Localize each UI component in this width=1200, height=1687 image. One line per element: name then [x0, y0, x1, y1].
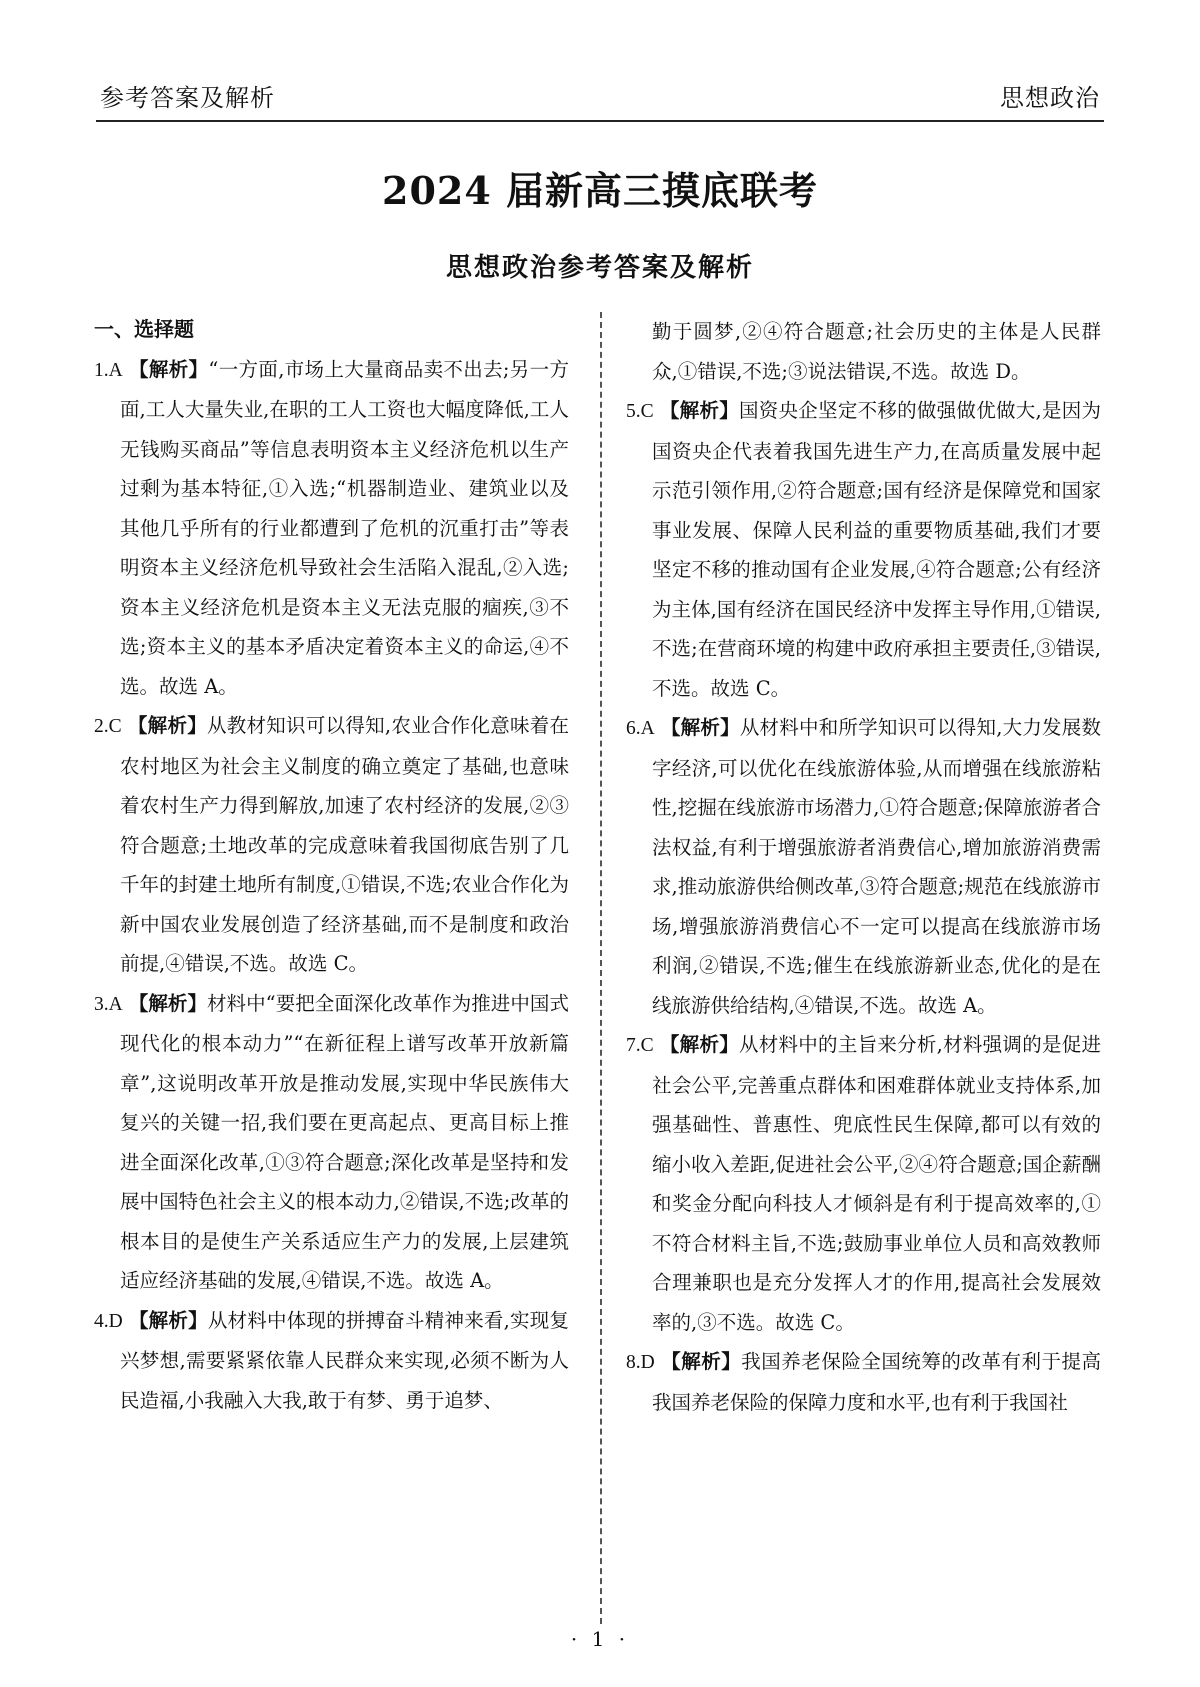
analysis-text: 从教材知识可以得知,农业合作化意味着在农村地区为社会主义制度的确立奠定了基础,也意味着农村生产力得到解放,加速了农村经济的发展,②③符合题意;土地改革的完成意味着我国彻底告别了几千年的封建土地所有制度,①错误,不选;农业合作化为新中国农业发展创造了经济基础,而不是制度和政治前提,④错误,不选。故选 C。: [120, 714, 569, 975]
header-doc-type: 参考答案及解析: [100, 84, 275, 112]
left-column: [94, 310, 569, 1420]
question-number: 5.: [626, 401, 641, 422]
question-item-7: [626, 1025, 1101, 1342]
answer-letter: A: [108, 993, 123, 1015]
question-item-1: [94, 350, 569, 707]
analysis-text: 从材料中和所学知识可以得知,大力发展数字经济,可以优化在线旅游体验,从而增强在线旅游粘性,挖掘在线旅游市场潜力,①符合题意;保障旅游者合法权益,有利于增强旅游者消费信心,增加旅游消费需求,推动旅游供给侧改革,③符合题意;规范在线旅游市场,增强旅游消费信心不一定可以提高在线旅游市场利润,②错误,不选;催生在线旅游新业态,优化的是在线旅游供给结构,④错误,不选。故选 A。: [652, 716, 1101, 1017]
question-item-2: [94, 706, 569, 984]
answer-letter: C: [108, 716, 122, 737]
answer-letter: C: [640, 401, 654, 422]
analysis-text: 材料中“要把全面深化改革作为推进中国式现代化的根本动力”“在新征程上谱写改革开放新篇章”,这说明改革开放是推动发展,实现中华民族伟大复兴的关键一招,我们要在更高起点、更高目标上推进全面深化改革,①③符合题意;深化改革是坚持和发展中国特色社会主义的根本动力,②错误,不选;改革的根本目的是使生产关系适应生产力的发展,上层建筑适应经济基础的发展,④错误,不选。故选 A。: [120, 991, 569, 1292]
page-subtitle: 思想政治参考答案及解析: [445, 253, 754, 283]
header-subject: 思想政治: [1000, 84, 1100, 112]
question-item-3: [94, 984, 569, 1301]
question-number: 6.: [626, 718, 641, 739]
analysis-text: 从材料中体现的拼搏奋斗精神来看,实现复兴梦想,需要紧紧依靠人民群众来实现,必须不断为人民造福,小我融入大我,敢于有梦、勇于追梦、: [120, 1308, 569, 1412]
analysis-text: 我国养老保险全国统筹的改革有利于提高我国养老保险的保障力度和水平,也有利于我国社: [652, 1350, 1101, 1414]
question-number: 3.: [94, 993, 109, 1015]
section-heading: 一、选择题: [94, 317, 194, 341]
column-divider: [600, 312, 602, 1624]
analysis-tag: 【解析】: [127, 714, 207, 737]
page-title: 2024 届新高三摸底联考: [382, 168, 818, 213]
right-column: [626, 312, 1101, 1422]
question-item-5: [626, 391, 1101, 708]
analysis-tag: 【解析】: [659, 399, 739, 422]
answer-letter: D: [108, 1310, 123, 1332]
analysis-tag: 【解析】: [128, 1308, 208, 1332]
question-item-8: [626, 1342, 1101, 1422]
analysis-tag: 【解析】: [660, 1350, 742, 1373]
answer-letter: A: [640, 718, 655, 739]
answer-letter: A: [108, 359, 123, 381]
analysis-tag: 【解析】: [660, 716, 740, 739]
question-number: 4.: [94, 1310, 109, 1332]
analysis-text: “一方面,市场上大量商品卖不出去;另一方面,工人大量失业,在职的工人工资也大幅度降低,工人无钱购买商品”等信息表明资本主义经济危机以生产过剩为基本特征,①入选;“机器制造业、建筑业以及其他几乎所有的行业都遭到了危机的沉重打击”等表明资本主义经济危机导致社会生活陷入混乱,②入选;资本主义经济危机是资本主义无法克服的痼疾,③不选;资本主义的基本矛盾决定着资本主义的命运,④不选。故选 A。: [120, 357, 569, 698]
question-item-4-continued: 勤于圆梦,②④符合题意;社会历史的主体是人民群众,①错误,不选;③说法错误,不选。故选 D。: [652, 320, 1101, 383]
question-item-4: [94, 1301, 569, 1421]
page-number: · 1 ·: [570, 1627, 630, 1651]
analysis-tag: 【解析】: [659, 1033, 739, 1056]
answer-letter: D: [640, 1352, 655, 1373]
question-number: 8.: [626, 1352, 641, 1373]
analysis-tag: 【解析】: [128, 991, 207, 1015]
question-number: 7.: [626, 1035, 641, 1056]
analysis-text: 从材料中的主旨来分析,材料强调的是促进社会公平,完善重点群体和困难群体就业支持体系,加强基础性、普惠性、兜底性民生保障,都可以有效的缩小收入差距,促进社会公平,②④符合题意;国企薪酬和奖金分配向科技人才倾斜是有利于提高效率的,①不符合材料主旨,不选;鼓励事业单位人员和高效教师合理兼职也是充分发挥人才的作用,提高社会发展效率的,③不选。故选 C。: [652, 1033, 1101, 1334]
question-number: 1.: [94, 359, 109, 381]
running-header: [96, 74, 1104, 122]
analysis-tag: 【解析】: [128, 357, 209, 381]
answer-letter: C: [640, 1035, 654, 1056]
analysis-text: 国资央企坚定不移的做强做优做大,是因为国资央企代表着我国先进生产力,在高质量发展中起示范引领作用,②符合题意;国有经济是保障党和国家事业发展、保障人民利益的重要物质基础,我们才要坚定不移的推动国有企业发展,④符合题意;公有经济为主体,国有经济在国民经济中发挥主导作用,①错误,不选;在营商环境的构建中政府承担主要责任,③错误,不选。故选 C。: [652, 399, 1101, 700]
question-number: 2.: [94, 716, 109, 737]
question-item-6: [626, 708, 1101, 1025]
